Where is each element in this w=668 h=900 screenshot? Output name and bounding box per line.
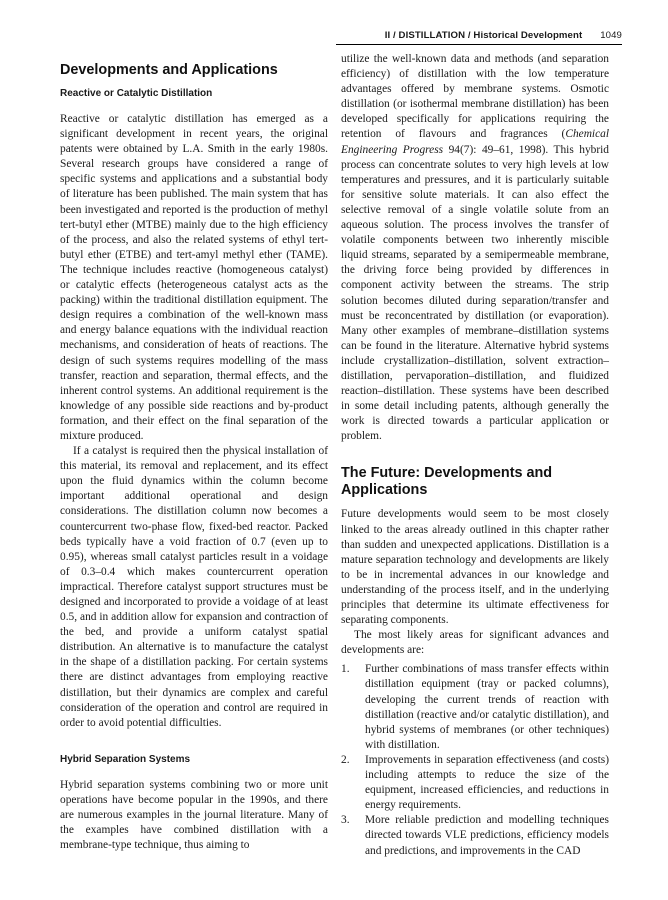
journal-title: Chemical Engineering Progress [341, 128, 609, 156]
section-title-developments: Developments and Applications [60, 62, 278, 78]
list-item: 3. More reliable prediction and modelling techniques directed towards VLE predictions, efficiency models and predictions, and improvements in the CAD [341, 814, 609, 857]
left-column [60, 52, 328, 853]
paragraph-hybrid-continued: utilize the well-known data and methods (and separation efficiency) of distillation with the low temperature advantages offered by membrane systems. Osmotic distillation (or isothermal membrane distillation) has been developed specifically for applications requiring the retention of flavours and fragrances (Chemical Engineering Progress 94(7): 49–61, 1998). This hybrid process can concentrate solutes to very high levels at low temperatures and pressures, and it is particularly suitable for sensitive solute materials. It can also effect the selective removal of a single volatile solute from an aqueous solution. The process involves the transfer of volatile components between two inherently miscible liquid streams, separated by a semipermeable membrane, the driving force being provided by differences in component activity between the streams. The strip solution becomes diluted during separation/transfer and must be reconcentrated by distillation (or evaporation). Many other examples of membrane–distillation systems can be found in the literature. Alternative hybrid systems include crystallization–distillation, solvent extraction–distillation, pervaporation–distillation, and fluidized reaction–distillation. These systems have been described in some detail including patents, although generally the work is directed towards a particular application or problem. [341, 53, 609, 443]
paragraph-future-2: The most likely areas for significant advances and developments are: [341, 629, 609, 657]
subsection-title-hybrid: Hybrid Separation Systems [60, 753, 191, 765]
paragraph-future-1: Future developments would seem to be most closely linked to the areas already outlined in this chapter rather than sudden and unexpected applications. Distillation is a mature separation technology and developments are likely to be in incremental advances in our knowledge and understanding of the process itself, and in the underlying principles that determine its ultimate effectiveness for separating components. [341, 508, 609, 627]
header-rule [336, 44, 622, 45]
list-item: 1. Further combinations of mass transfer effects within distillation equipment (tray or packed columns), developing the current trends of reaction with distillation (reactive and/or catalytic distillation), and hybrid systems of membranes (or other techniques) with distillation. [341, 663, 609, 751]
right-column [341, 52, 609, 859]
paragraph-hybrid-1: Hybrid separation systems combining two or more unit operations have become popular in the 1990s, and there are numerous examples in the journal literature. Many of the examples have combined distillation with a membrane-type technique, thus aiming to [60, 778, 328, 852]
developments-list [341, 662, 609, 858]
page-number: 1049 [600, 30, 622, 41]
section-title-future: The Future: Developments and Applications [341, 465, 553, 499]
list-item: 2. Improvements in separation effectiveness (and costs) including attempts to reduce the size of the equipment, increased efficiencies, and reductions in energy requirements. [341, 753, 609, 812]
subsection-title-reactive: Reactive or Catalytic Distillation [60, 88, 213, 99]
paragraph-reactive-2: If a catalyst is required then the physical installation of this material, its removal and replacement, and its effect upon the fluid dynamics within the column become important additional operational and design considerations. The distillation column now becomes a countercurrent two-phase flow, fixed-bed reactor. Packed beds typically have a void fraction of 0.7 (even up to 0.95), whereas small catalyst particles result in a voidage of 0.3–0.4 which makes countercurrent operation impractical. Therefore catalyst support structures must be designed and incorporated to provide a voidage of at least 0.5, and in addition allow for expansion and contraction of the bed, and provide a uniform catalyst spatial distribution. An alternative is to manufacture the catalyst in the shape of a distillation packing. For certain systems there are distinct advantages from employing reactive distillation, but their dynamics are complex and careful consideration of the operation and control are required in order to avoid potential difficulties. [60, 445, 328, 729]
paragraph-reactive-1: Reactive or catalytic distillation has emerged as a significant development in recent years, the original patents were obtained by L.A. Smith in the early 1980s. Several research groups have considered a range of specific systems and applications and a substantial body of literature has been published. The main system that has been investigated and reported is the production of methyl tert-butyl ether (MTBE) mainly due to the high efficiency of the process, and also the related systems of ethyl tert-butyl ether (ETBE) and tert-amyl methyl ether (TAME). The technique includes reactive (homogeneous catalyst) or catalytic effects (heterogeneous catalyst acts as the packing) within the traditional distillation equipment. The design requires a combination of the well-known mass and energy balance equations with the individual reaction mechanisms, and consideration of heats of reactions. The design of such systems requires modelling of the mass transfer, reaction and separation, thermal effects, and the inherent control systems. An additional requirement is the knowledge of any possible side reactions and by-product formation, and their effect on the final separation of the mixture produced. [60, 113, 328, 442]
running-head [60, 30, 622, 41]
running-title: II / DISTILLATION / Historical Development [384, 30, 583, 41]
